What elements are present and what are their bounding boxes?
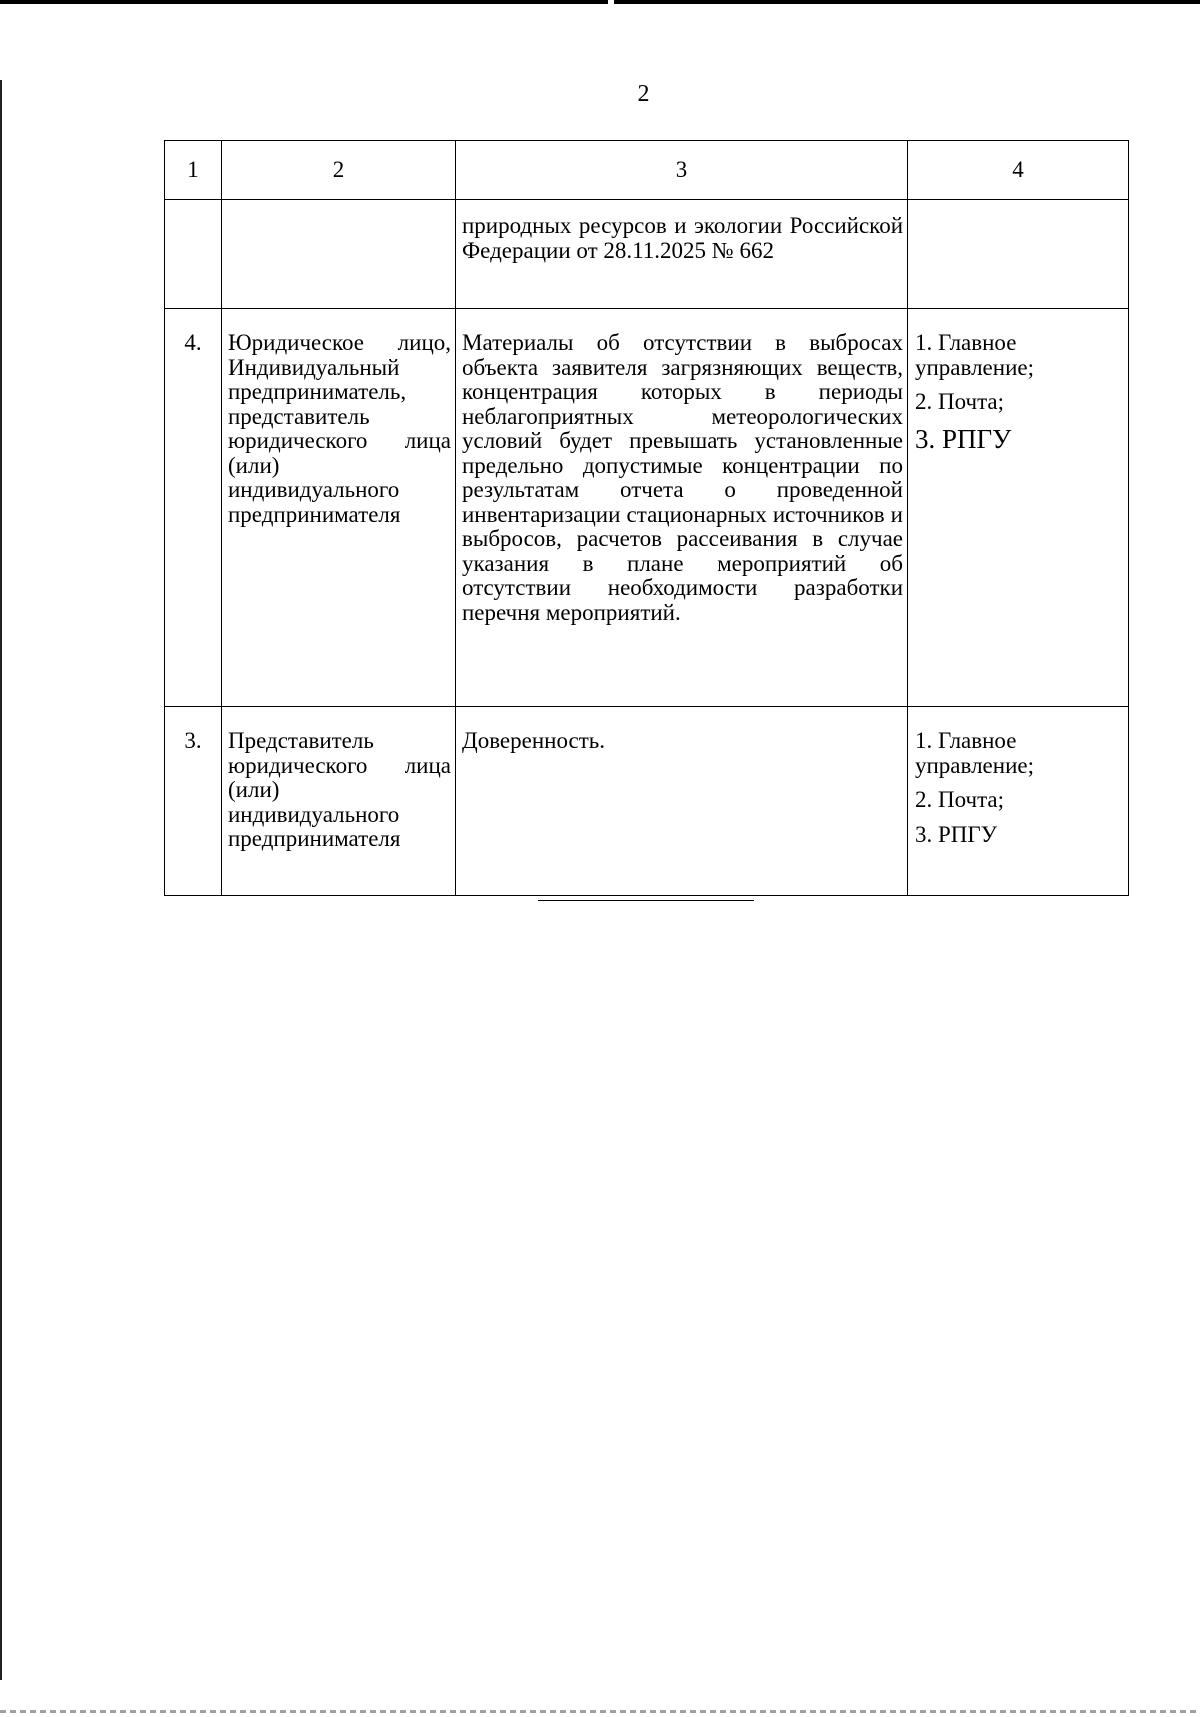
table-header-row [165, 141, 1129, 200]
row-number: 3. [165, 707, 222, 896]
header-cell-1: 1 [165, 141, 222, 200]
submission-methods-cell [908, 707, 1129, 896]
method-item: 3. РПГУ [915, 821, 997, 847]
scan-top-edge [0, 0, 1200, 4]
document-cell: Материалы об отсутствии в выбросах объекта заявителя загрязняющих веществ, концентрация которых в периоды неблагоприятных метеорологических условий будет превышать установленные предельно допустимые концентрации по результатам отчета о проведенной инвентаризации стационарных источников и выбросов, расчетов рассеивания в случае указания в плане мероприятий об отсутствии необходимости разработки перечня мероприятий. [456, 309, 908, 707]
cont-cell-3: природных ресурсов и экологии Российской Федерации от 28.11.2025 № 662 [456, 200, 908, 309]
scan-bottom-edge [0, 1710, 1200, 1713]
header-cell-3: 3 [456, 141, 908, 200]
table-row [165, 309, 1129, 707]
method-item: 1. Главное управление; [915, 330, 1034, 380]
row-number: 4. [165, 309, 222, 707]
cont-cell-2 [222, 200, 456, 309]
method-item: 2. Почта; [915, 389, 1005, 414]
document-table [164, 140, 1129, 896]
method-item: 2. Почта; [915, 787, 1005, 812]
method-item: 3. РПГУ [915, 423, 1012, 454]
method-item: 1. Главное управление; [915, 728, 1034, 778]
table-row-continuation [165, 200, 1129, 309]
header-cell-2: 2 [222, 141, 456, 200]
scan-left-edge [0, 80, 2, 1680]
document-cell: Доверенность. [456, 707, 908, 896]
end-of-document-rule [538, 900, 754, 901]
applicant-cell: Представитель юридического лица (или) индивидуального предпринимателя [222, 707, 456, 896]
page-number: 2 [637, 81, 650, 107]
submission-methods-cell [908, 309, 1129, 707]
cont-cell-1 [165, 200, 222, 309]
scan-top-gap [608, 0, 614, 4]
table-row [165, 707, 1129, 896]
header-cell-4: 4 [908, 141, 1129, 200]
applicant-cell: Юридическое лицо, Индивидуальный предприниматель, представитель юридического лица (или) индивидуального предпринимателя [222, 309, 456, 707]
cont-cell-4 [908, 200, 1129, 309]
